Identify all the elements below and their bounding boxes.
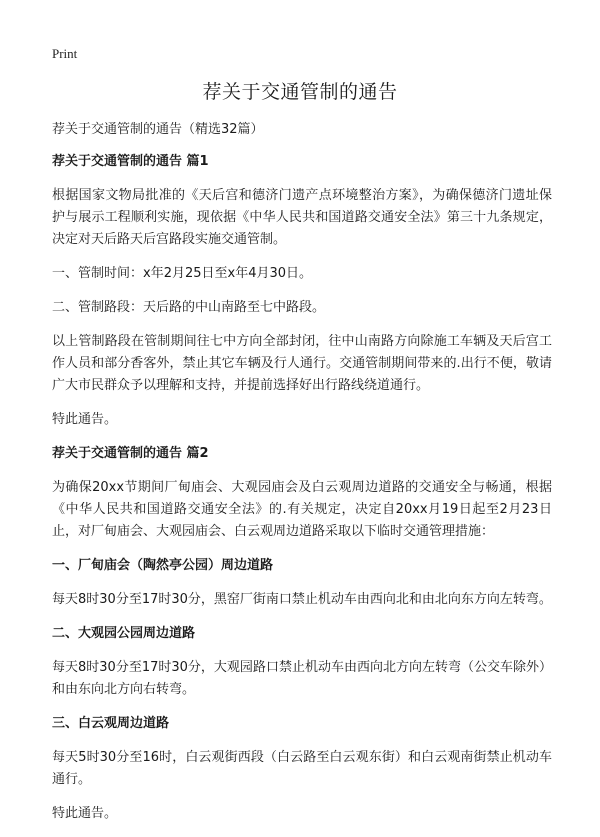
document-body	[52, 119, 552, 837]
document-subtitle: 荐关于交通管制的通告（精选32篇）	[52, 122, 264, 137]
subsection-heading: 二、大观园公园周边道路	[52, 626, 196, 641]
paragraph: 一、管制时间：x年2月25日至x年4月30日。	[52, 266, 313, 281]
subsection-heading: 三、白云观周边道路	[52, 716, 170, 731]
section-heading: 荐关于交通管制的通告 篇1	[52, 154, 209, 169]
section-heading: 荐关于交通管制的通告 篇2	[52, 446, 209, 461]
paragraph: 每天5时30分至16时，白云观街西段（白云路至白云观东街）和白云观南街禁止机动车通行。	[52, 750, 552, 787]
paragraph: 每天8时30分至17时30分，大观园路口禁止机动车由西向北方向左转弯（公交车除外）和由东向北方向右转弯。	[52, 660, 552, 697]
paragraph: 特此通告。	[52, 806, 118, 821]
paragraph: 每天8时30分至17时30分，黑窑厂街南口禁止机动车由西向北和由北向东方向左转弯。	[52, 592, 552, 607]
print-link[interactable]: Print	[52, 46, 78, 61]
paragraph: 根据国家文物局批准的《天后宫和德济门遗产点环境整治方案》，为确保德济门遗址保护与展示工程顺利实施，现依据《中华人民共和国道路交通安全法》第三十九条规定，决定对天后路天后宫路段实施交通管制。	[52, 188, 552, 247]
paragraph: 特此通告。	[52, 412, 118, 427]
paragraph: 二、管制路段：天后路的中山南路至七中路段。	[52, 300, 326, 315]
subsection-heading: 一、厂甸庙会（陶然亭公园）周边道路	[52, 558, 274, 573]
paragraph: 以上管制路段在管制期间往七中方向全部封闭，往中山南路方向除施工车辆及天后宫工作人员和部分香客外，禁止其它车辆及行人通行。交通管制期间带来的.出行不便，敬请广大市民群众予以理解和支持，并提前选择好出行路线绕道通行。	[52, 334, 552, 393]
document-title: 荐关于交通管制的通告	[202, 81, 398, 103]
paragraph: 为确保20xx节期间厂甸庙会、大观园庙会及白云观周边道路的交通安全与畅通，根据《中华人民共和国道路交通安全法》的.有关规定，决定自20xx月19日起至2月23日止，对厂甸庙会、大观园庙会、白云观周边道路采取以下临时交通管理措施：	[52, 480, 552, 539]
